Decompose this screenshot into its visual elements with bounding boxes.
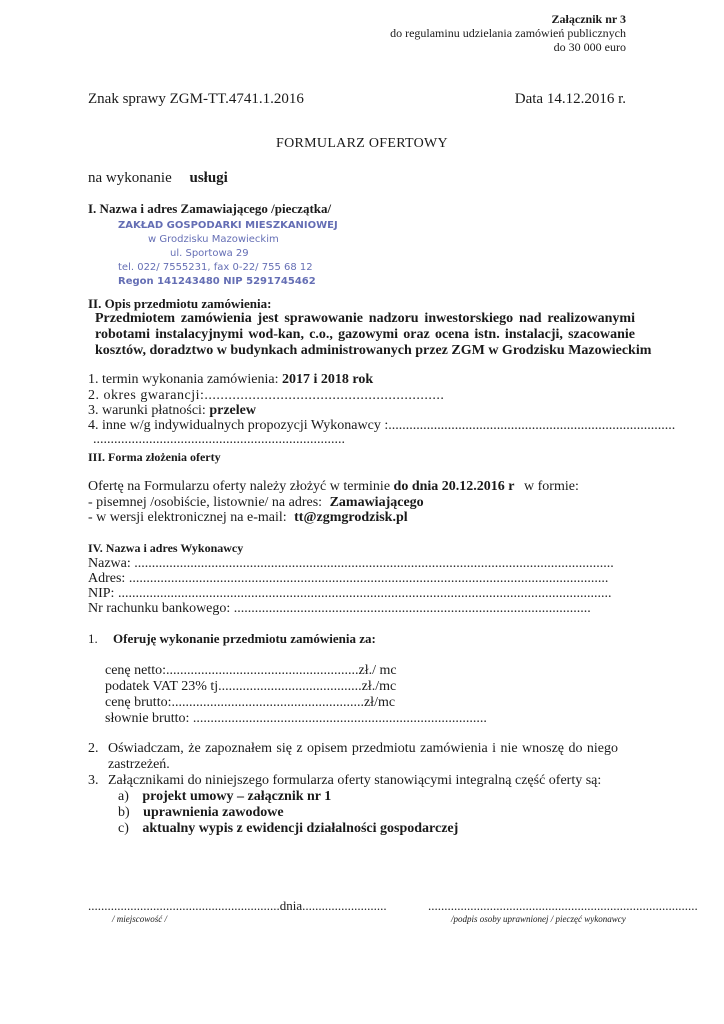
description-line2: robotami instalacyjnymi wod-kan, c.o., gazowymi oraz ocena istn. instalacji, szacowanie: [95, 327, 635, 342]
contractor-stamp: [118, 220, 338, 292]
subject-line: [88, 170, 228, 187]
offer-heading-number: 1.: [88, 631, 98, 646]
deadline-text: Ofertę na Formularzu oferty należy złożyć w terminie: [88, 479, 391, 494]
contact-email: tt@zgmgrodzisk.pl: [294, 510, 408, 525]
declaration-3-number: 3.: [88, 773, 99, 788]
deadline-date: do dnia 20.12.2016 r: [393, 479, 515, 494]
stamp-line1: ZAKŁAD GOSPODARKI MIESZKANIOWEJ: [118, 220, 338, 231]
submission-email-line: [88, 510, 408, 526]
contractor-name-field[interactable]: Nazwa: .........................................................................................................................................: [88, 556, 614, 571]
section3-heading: III. Forma złożenia oferty: [88, 450, 221, 464]
gross-price-field[interactable]: cenę brutto:.......................................................zł/mc: [105, 695, 396, 710]
declaration-2-text: Oświadczam, że zapoznałem się z opisem przedmiotu zamówienia i nie wnoszę do niego: [108, 741, 618, 756]
term-label: 1. termin wykonania zamówienia:: [88, 372, 279, 387]
contractor-nip-field[interactable]: NIP: .............................................................................................................................................: [88, 586, 612, 601]
payment-value: przelew: [209, 403, 256, 418]
term-line: [88, 372, 373, 388]
signature-caption: /podpis osoby uprawnionej / pieczęć wykonawcy: [451, 914, 626, 924]
document-date: Data 14.12.2016 r.: [514, 91, 626, 107]
written-text: - pisemnej /osobiście, listownie/ na adres:: [88, 495, 323, 510]
net-price-field[interactable]: cenę netto:.......................................................zł./ mc: [105, 663, 397, 678]
attachment-c: [118, 821, 458, 837]
place-caption: / miejscowość /: [112, 914, 167, 924]
attachment-b-letter: b): [118, 805, 130, 820]
description-line3: kosztów, doradztwo w budynkach administrowanych przez ZGM w Grodzisku Mazowieckim: [95, 343, 652, 358]
attachment-c-text: aktualny wypis z ewidencji działalności gospodarczej: [142, 821, 459, 836]
subject-value: usługi: [189, 170, 228, 186]
written-address: Zamawiającego: [329, 495, 424, 510]
place-date-field[interactable]: ...........................................................dnia..........................: [88, 898, 387, 913]
annex-desc-line3: do 30 000 euro: [553, 40, 626, 54]
declaration-2-number: 2.: [88, 741, 99, 756]
submission-deadline-line: [88, 479, 579, 495]
annex-label: Załącznik nr 3: [551, 12, 626, 26]
vat-field[interactable]: podatek VAT 23% tj.........................................zł./mc: [105, 679, 397, 694]
section1-heading: I. Nazwa i adres Zamawiającego /pieczątka/: [88, 201, 332, 216]
other-proposals-continuation[interactable]: ........................................................................: [93, 432, 345, 447]
submission-written-line: [88, 495, 424, 511]
form-title: FORMULARZ OFERTOWY: [276, 136, 448, 151]
declaration-2-text-cont: zastrzeżeń.: [108, 757, 170, 772]
offer-heading: [88, 631, 376, 647]
gross-in-words-field[interactable]: słownie brutto: ....................................................................................: [105, 711, 487, 726]
attachment-c-letter: c): [118, 821, 129, 836]
warranty-field[interactable]: 2. okres gwarancji:............................................................: [88, 388, 445, 403]
contractor-address-field[interactable]: Adres: .........................................................................................................................................: [88, 571, 609, 586]
annex-desc-line2: do regulaminu udzielania zamówień publicznych: [390, 26, 626, 40]
attachment-a: [118, 789, 331, 805]
offer-heading-text: Oferuję wykonanie przedmiotu zamówienia za:: [113, 631, 376, 646]
case-reference: Znak sprawy ZGM-TT.4741.1.2016: [88, 91, 304, 107]
bank-account-field[interactable]: Nr rachunku bankowego: ......................................................................................................: [88, 601, 591, 616]
attachment-b: [118, 805, 284, 821]
attachment-b-text: uprawnienia zawodowe: [143, 805, 284, 820]
payment-line: [88, 403, 256, 419]
stamp-line4: tel. 022/ 7555231, fax 0-22/ 755 68 12: [118, 262, 313, 273]
other-proposals-field[interactable]: 4. inne w/g indywidualnych propozycji Wykonawcy :..................................................................................: [88, 418, 676, 433]
attachment-a-text: projekt umowy – załącznik nr 1: [142, 789, 332, 804]
section4-heading: IV. Nazwa i adres Wykonawcy: [88, 541, 244, 555]
section2-heading: II. Opis przedmiotu zamówienia:: [88, 296, 272, 311]
deadline-form: w formie:: [524, 479, 579, 494]
stamp-line3: ul. Sportowa 29: [170, 248, 249, 259]
declaration-3-text: Załącznikami do niniejszego formularza oferty stanowiącymi integralną część oferty są:: [108, 773, 602, 788]
payment-label: 3. warunki płatności:: [88, 403, 206, 418]
subject-prefix: na wykonanie: [88, 170, 172, 186]
signature-field[interactable]: ...................................................................................: [428, 898, 698, 913]
attachment-a-letter: a): [118, 789, 129, 804]
stamp-line5: Regon 141243480 NIP 5291745462: [118, 276, 316, 287]
term-value: 2017 i 2018 rok: [282, 372, 374, 387]
stamp-line2: w Grodzisku Mazowieckim: [148, 234, 279, 245]
description-line1: Przedmiotem zamówienia jest sprawowanie nadzoru inwestorskiego nad realizowanymi: [95, 311, 635, 326]
email-text: - w wersji elektronicznej na e-mail:: [88, 510, 287, 525]
